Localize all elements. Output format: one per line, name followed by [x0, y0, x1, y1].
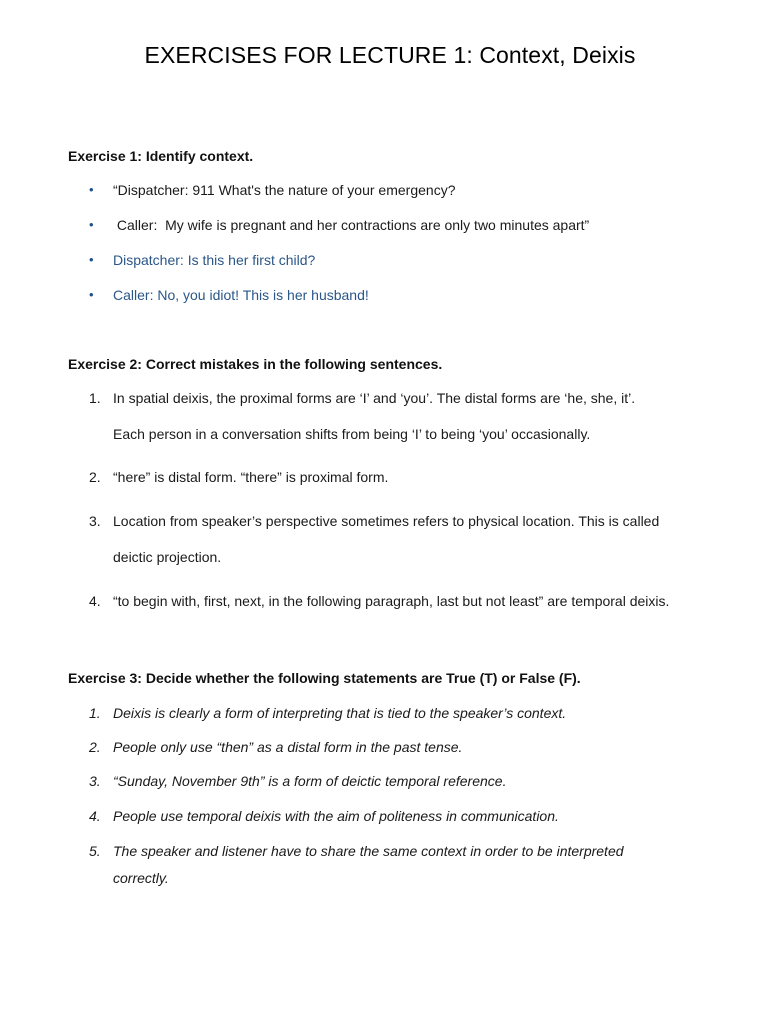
list-number: 1. [89, 705, 101, 721]
exercise-3-item-line: correctly. [113, 870, 169, 886]
list-number: 2. [89, 469, 101, 485]
list-number: 5. [89, 843, 101, 859]
exercise-2-heading: Exercise 2: Correct mistakes in the following sentences. [68, 356, 443, 372]
list-number: 3. [89, 773, 101, 789]
bullet-icon: • [89, 217, 94, 232]
exercise-2-item-line: “to begin with, first, next, in the following paragraph, last but not least” are temporal deixis. [113, 593, 670, 609]
bullet-icon: • [89, 252, 94, 267]
list-number: 4. [89, 593, 101, 609]
exercise-3-item-line: The speaker and listener have to share the same context in order to be interpreted [113, 843, 624, 859]
exercise-2-item-line: In spatial deixis, the proximal forms are ‘I’ and ‘you’. The distal forms are ‘he, she, it’. [113, 390, 636, 406]
page-title: EXERCISES FOR LECTURE 1: Context, Deixis [144, 42, 636, 68]
exercise-3-item-line: People only use “then” as a distal form in the past tense. [113, 739, 463, 755]
list-number: 4. [89, 808, 101, 824]
exercise-3-item-line: Deixis is clearly a form of interpreting that is tied to the speaker’s context. [113, 705, 567, 721]
bullet-icon: • [89, 287, 94, 302]
bullet-icon: • [89, 182, 94, 197]
exercise-3-heading: Exercise 3: Decide whether the following statements are True (T) or False (F). [68, 670, 581, 686]
exercise-2-item-line: “here” is distal form. “there” is proximal form. [113, 469, 389, 485]
exercise-1-heading: Exercise 1: Identify context. [68, 148, 254, 164]
exercise-1-item: Caller: No, you idiot! This is her husband! [113, 287, 369, 303]
exercise-1-item: “Dispatcher: 911 What's the nature of your emergency? [113, 182, 456, 198]
list-number: 2. [89, 739, 101, 755]
exercise-1-item: Caller: My wife is pregnant and her contractions are only two minutes apart” [113, 217, 590, 233]
list-number: 3. [89, 513, 101, 529]
exercise-2-item-line: Each person in a conversation shifts from being ‘I’ to being ‘you’ occasionally. [113, 426, 591, 442]
exercise-1-item: Dispatcher: Is this her first child? [113, 252, 316, 268]
list-number: 1. [89, 390, 101, 406]
exercise-3-item-line: “Sunday, November 9th” is a form of deictic temporal reference. [113, 773, 507, 789]
exercise-2-item-line: Location from speaker’s perspective sometimes refers to physical location. This is called [113, 513, 660, 529]
exercise-3-item-line: People use temporal deixis with the aim of politeness in communication. [113, 808, 559, 824]
exercise-2-item-line: deictic projection. [113, 549, 222, 565]
